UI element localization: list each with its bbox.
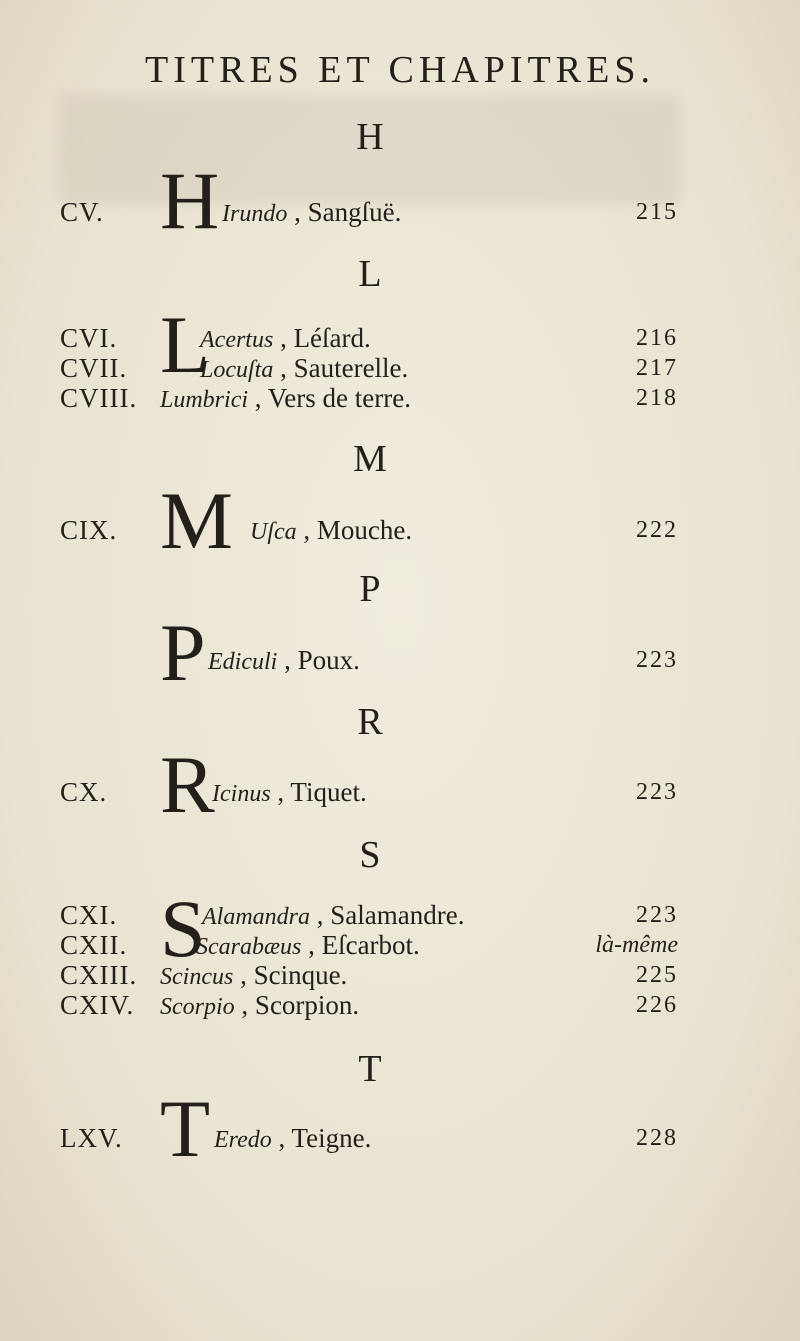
drop-cap-p: P (160, 607, 206, 698)
entry-row (60, 985, 678, 1025)
page-number: 225 (636, 962, 678, 988)
page-number: 216 (636, 325, 678, 351)
section-letter-r: R (357, 701, 383, 743)
chapter-number: CX. (60, 777, 108, 807)
entry-row (60, 378, 678, 418)
page-number: 228 (636, 1125, 678, 1151)
page-header: TITRES ET CHAPITRES. (145, 49, 655, 91)
section-letter-m: M (353, 438, 387, 480)
page-number: 223 (636, 902, 678, 928)
page-number: 215 (636, 199, 678, 225)
entry-row (60, 510, 678, 550)
page-number: 223 (636, 779, 678, 805)
french-name: Teigne. (291, 1123, 372, 1153)
separator: , (248, 383, 268, 413)
french-name: Sangſuë. (307, 197, 402, 227)
chapter-number: CVIII. (60, 383, 138, 413)
drop-cap-s: S (160, 883, 206, 974)
french-name: Eſcarbot. (321, 930, 420, 960)
entry-row (60, 640, 678, 680)
latin-name: Scarabæus (196, 934, 302, 960)
chapter-number: CXIII. (60, 960, 138, 990)
page-number: 218 (636, 385, 678, 411)
page-number: 217 (636, 355, 678, 381)
french-name: Tiquet. (290, 777, 367, 807)
separator: , (234, 990, 255, 1020)
latin-name: Irundo (222, 201, 288, 227)
latin-name: Locuſta (200, 357, 274, 383)
chapter-number: LXV. (60, 1123, 123, 1153)
french-name: Salamandre. (330, 900, 465, 930)
separator: , (310, 900, 331, 930)
drop-cap-r: R (160, 739, 215, 830)
latin-name: Ediculi (208, 649, 278, 675)
drop-cap-m: M (160, 475, 233, 566)
separator: , (296, 515, 317, 545)
french-name: Poux. (297, 645, 360, 675)
french-name: Scorpion. (254, 990, 360, 1020)
french-name: Mouche. (316, 515, 413, 545)
latin-name: Alamandra (202, 904, 310, 930)
separator: , (270, 777, 291, 807)
latin-name: Lumbrici (160, 387, 249, 413)
page-number: 222 (636, 517, 678, 543)
separator: , (301, 930, 322, 960)
separator: , (277, 645, 298, 675)
page-number: 223 (636, 647, 678, 673)
section-letter-l: L (358, 253, 382, 295)
chapter-number: CIX. (60, 515, 118, 545)
page-number: 226 (636, 992, 678, 1018)
entry-row (60, 772, 678, 812)
latin-name: Scorpio (160, 994, 235, 1020)
latin-name: Eredo (214, 1127, 272, 1153)
french-name: Vers de terre. (267, 383, 411, 413)
drop-cap-l: L (160, 299, 211, 390)
french-name: Scinque. (253, 960, 348, 990)
separator: , (271, 1123, 292, 1153)
separator: , (273, 353, 294, 383)
latin-name: Acertus (200, 327, 274, 353)
chapter-number: CV. (60, 197, 104, 227)
french-name: Sauterelle. (293, 353, 409, 383)
french-name: Léſard. (293, 323, 371, 353)
chapter-number: CXI. (60, 900, 118, 930)
chapter-number: CXII. (60, 930, 128, 960)
latin-name: Icinus (212, 781, 271, 807)
drop-cap-t: T (160, 1083, 211, 1174)
section-letter-h: H (356, 116, 384, 158)
latin-name: Scincus (160, 964, 234, 990)
section-letter-p: P (359, 568, 381, 610)
latin-name: Uſca (250, 519, 297, 545)
separator: , (233, 960, 254, 990)
entry-row (60, 1118, 678, 1158)
chapter-number: CVII. (60, 353, 128, 383)
section-letter-s: S (359, 834, 381, 876)
page-number: là-même (595, 932, 678, 958)
separator: , (273, 323, 294, 353)
chapter-number: CVI. (60, 323, 118, 353)
chapter-number: CXIV. (60, 990, 135, 1020)
drop-cap-h: H (160, 155, 220, 246)
section-letter-t: T (358, 1048, 382, 1090)
entry-row (60, 192, 678, 232)
separator: , (287, 197, 308, 227)
